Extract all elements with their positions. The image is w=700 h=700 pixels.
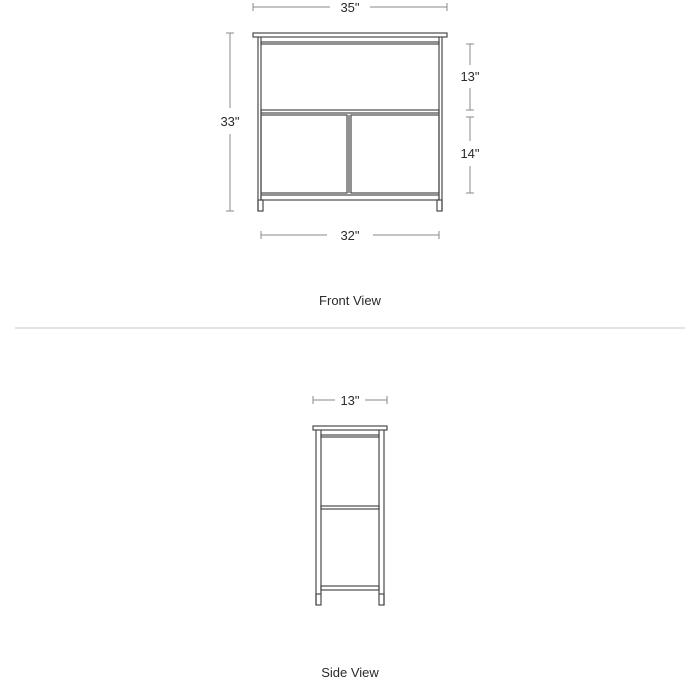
dim-overall-width (253, 0, 447, 15)
front-right-leg (437, 200, 442, 211)
front-left-leg (258, 200, 263, 211)
dim-label-overall-height: 33" (220, 114, 240, 129)
dim-label-upper-section-height: 13" (460, 69, 480, 84)
front-left-door (261, 115, 347, 193)
side-cabinet (313, 426, 387, 605)
front-cabinet (253, 33, 447, 211)
front-top-rail (261, 42, 439, 44)
dim-label-lower-section-height: 14" (460, 146, 480, 161)
front-top-panel (253, 33, 447, 37)
side-view-caption: Side View (321, 665, 379, 680)
front-middle-shelf (261, 110, 439, 113)
side-middle-shelf (321, 506, 379, 509)
side-back-leg (379, 594, 384, 605)
front-view (220, 0, 479, 308)
side-top-panel (313, 426, 387, 430)
dim-upper-section-height (460, 44, 479, 110)
side-front-leg (316, 594, 321, 605)
side-top-rail (321, 435, 379, 437)
dim-depth (313, 393, 387, 408)
dim-overall-height (220, 33, 239, 211)
side-bottom-shelf (321, 586, 379, 590)
dim-label-depth: 13" (340, 393, 360, 408)
dim-label-overall-width: 35" (340, 0, 360, 15)
dim-inner-width (261, 228, 439, 243)
front-view-caption: Front View (319, 293, 381, 308)
side-view (313, 393, 387, 680)
front-right-door (351, 115, 439, 193)
front-bottom-shelf (261, 195, 439, 200)
dim-lower-section-height (460, 117, 479, 193)
dim-label-inner-width: 32" (340, 228, 360, 243)
